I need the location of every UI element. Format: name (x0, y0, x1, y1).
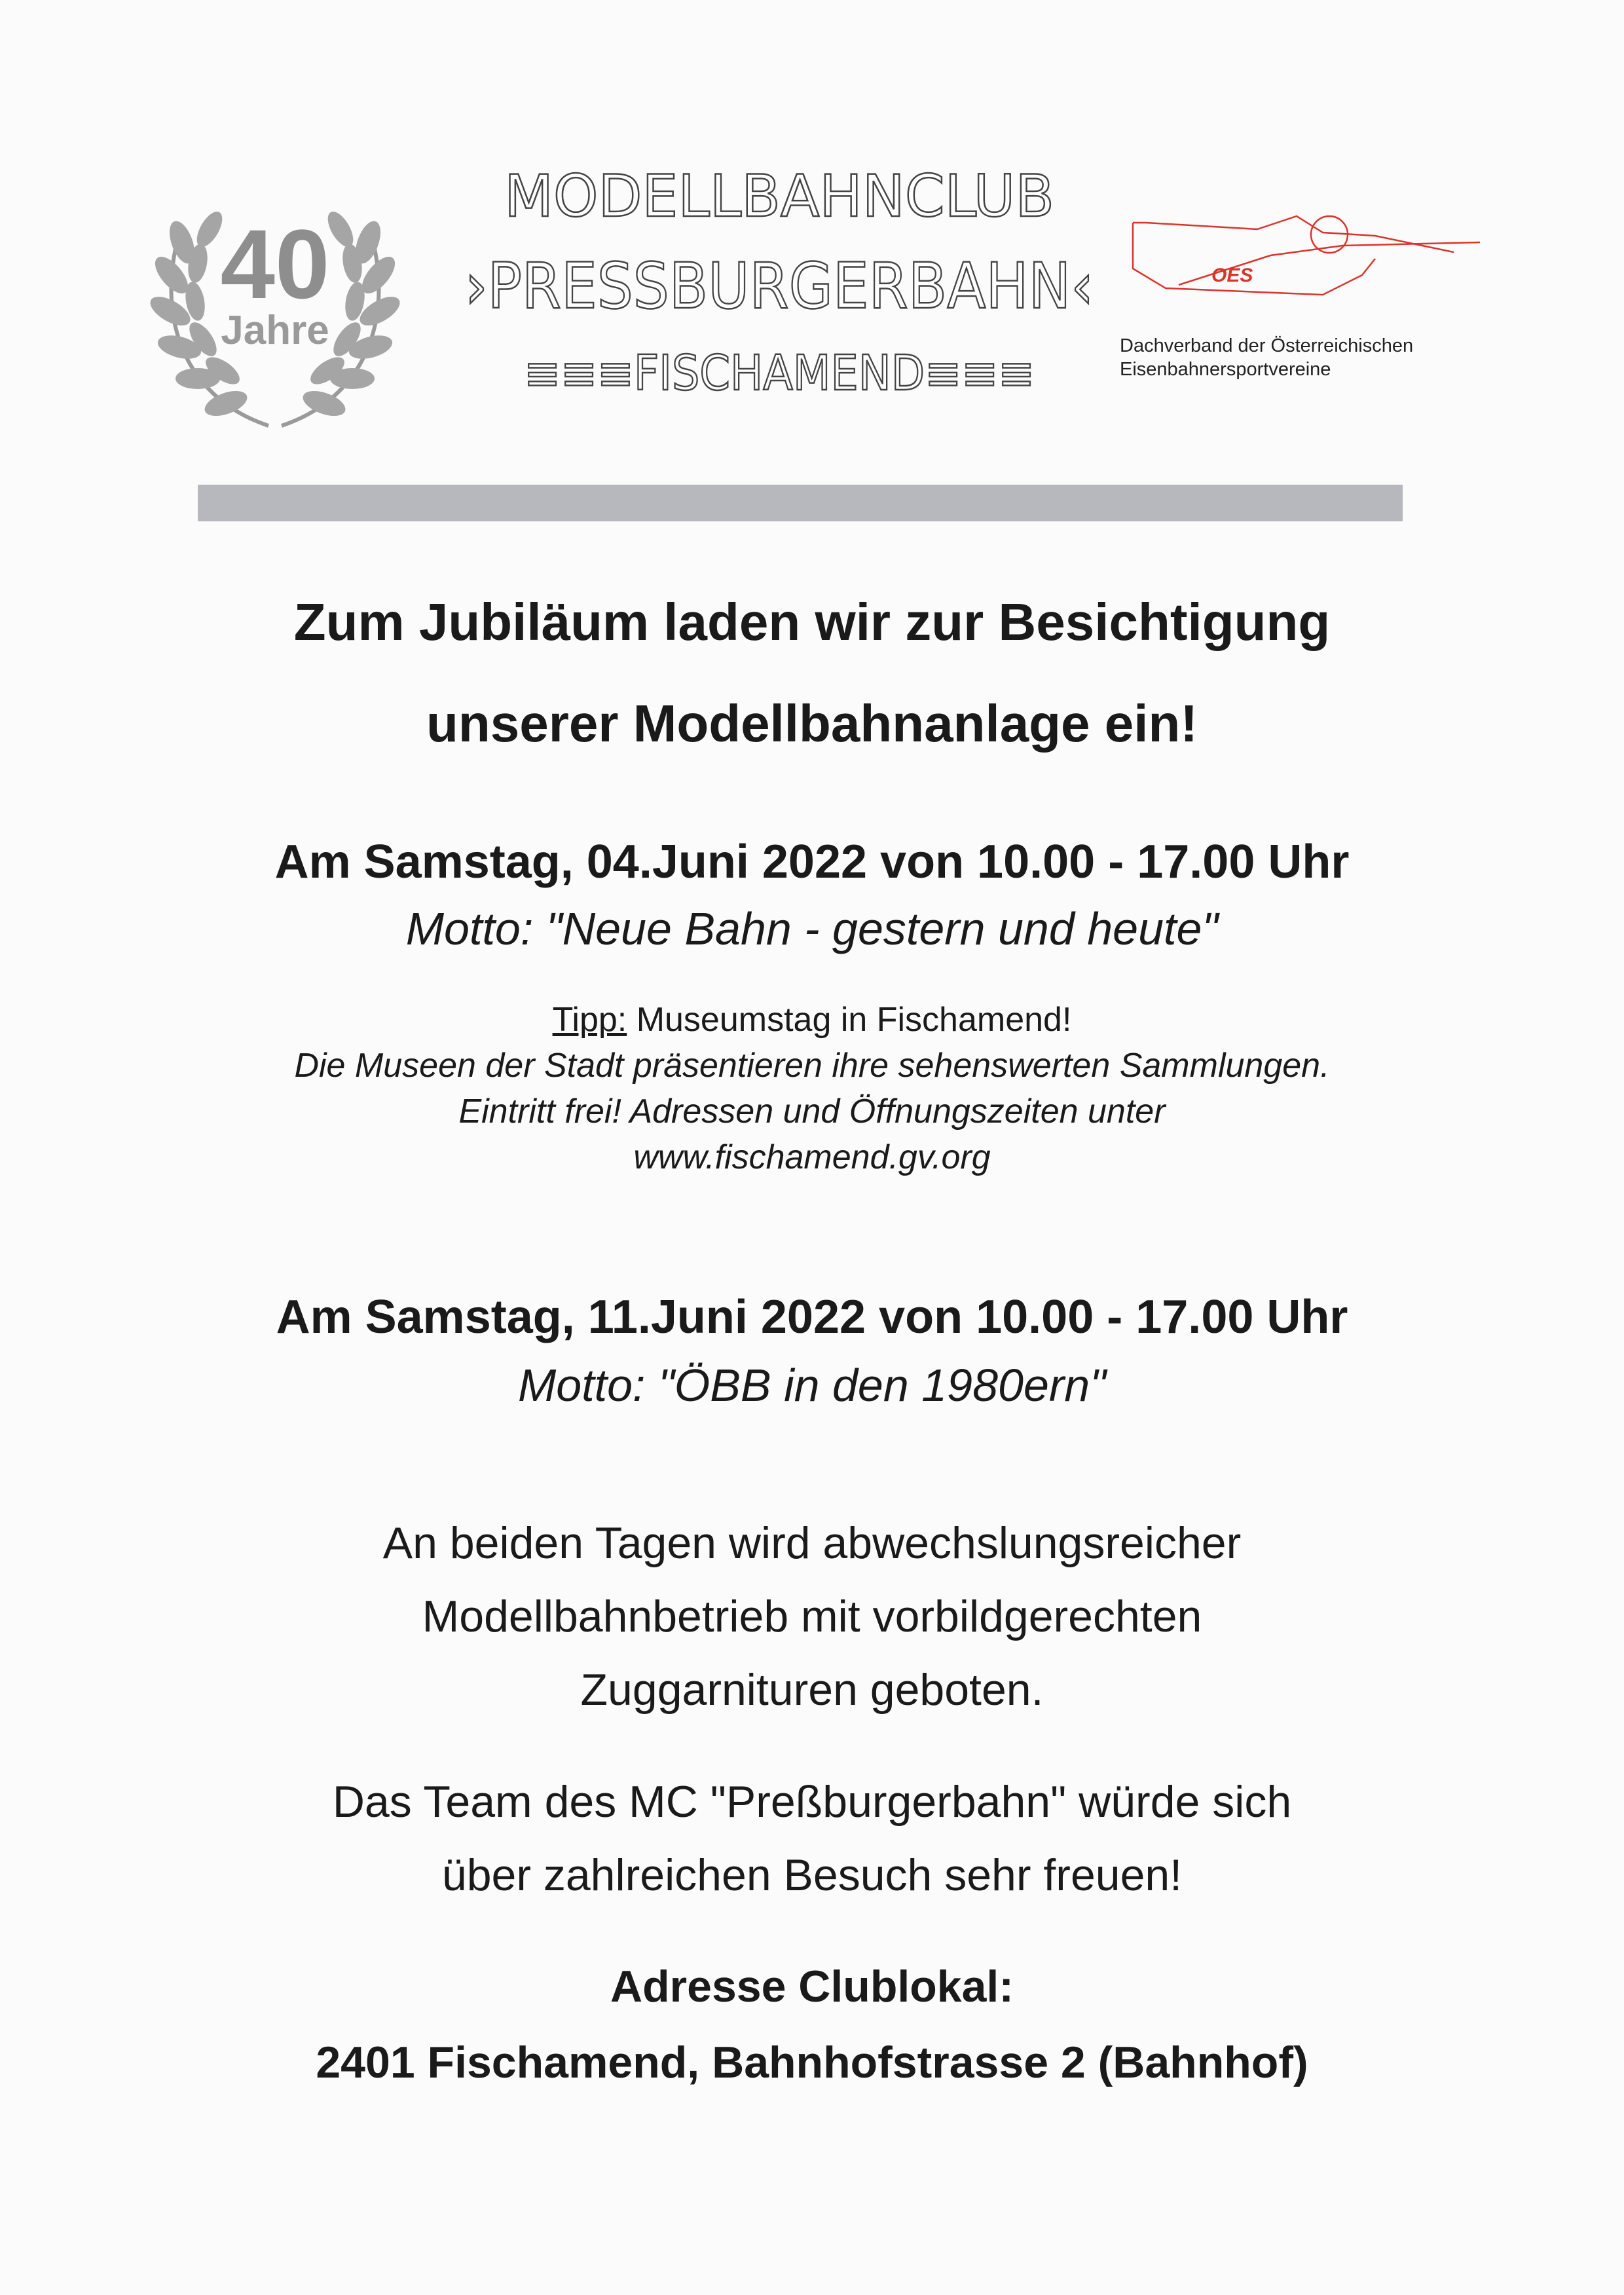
oes-caption-line1: Dachverband der Österreichischen (1120, 335, 1414, 356)
club-name-line1: MODELLBAHNCLUB (504, 164, 1054, 230)
club-address (0, 1949, 1624, 2100)
jubilee-word: Jahre (221, 308, 329, 353)
tipp-block (0, 997, 1624, 1180)
invitation-heading (0, 589, 1624, 756)
oes-caption-line2: Eisenbahnersportvereine (1120, 359, 1331, 380)
club-name-line3: ≡≡≡FISCHAMEND≡≡≡ (524, 345, 1035, 401)
oes-logo (1126, 196, 1493, 314)
event1-motto: Motto: "Neue Bahn - gestern und heute" (405, 903, 1219, 954)
paragraph-operations-line2: Modellbahnbetrieb mit vorbildgerechten (422, 1592, 1202, 1641)
paragraph-team-line1: Das Team des MC "Preßburgerbahn" würde sich (332, 1777, 1292, 1827)
event1-date: Am Samstag, 04.Juni 2022 von 10.00 - 17.00 Uhr (274, 836, 1350, 888)
tipp-label: Tipp: (552, 1001, 627, 1039)
paragraph-operations (0, 1506, 1624, 1726)
tipp-line1: Museumstag in Fischamend! (627, 1001, 1072, 1039)
invitation-heading-line1: Zum Jubiläum laden wir zur Besichtigung (293, 593, 1331, 651)
club-address-label: Adresse Clublokal: (610, 1962, 1014, 2011)
club-address-value: 2401 Fischamend, Bahnhofstrasse 2 (Bahnhof) (316, 2038, 1308, 2087)
paragraph-team-line2: über zahlreichen Besuch sehr freuen! (441, 1850, 1183, 1900)
invitation-heading-line2: unserer Modellbahnanlage ein! (426, 694, 1198, 753)
event2-motto: Motto: "ÖBB in den 1980ern" (517, 1360, 1106, 1411)
oes-caption (1120, 334, 1486, 381)
tipp-line2: Die Museen der Stadt präsentieren ihre sehenswerten Sammlungen. (294, 1047, 1330, 1085)
paragraph-team (0, 1765, 1624, 1912)
club-name-logo (432, 164, 1126, 413)
paragraph-operations-line3: Zuggarnituren geboten. (580, 1665, 1044, 1715)
event2-date: Am Samstag, 11.Juni 2022 von 10.00 - 17.00 Uhr (276, 1291, 1348, 1343)
paragraph-operations-line1: An beiden Tagen wird abwechslungsreicher (382, 1518, 1242, 1568)
club-name-line2: ›PRESSBURGERBAHN‹ (465, 250, 1094, 323)
jubilee-40-years-logo (131, 144, 419, 445)
header-divider-bar (198, 485, 1403, 521)
tipp-line3: Eintritt frei! Adressen und Öffnungszeiten unter (458, 1092, 1166, 1130)
jubilee-number: 40 (220, 209, 330, 319)
tipp-website: www.fischamend.gv.org (633, 1138, 991, 1176)
oes-logo-text: OES (1211, 265, 1253, 286)
